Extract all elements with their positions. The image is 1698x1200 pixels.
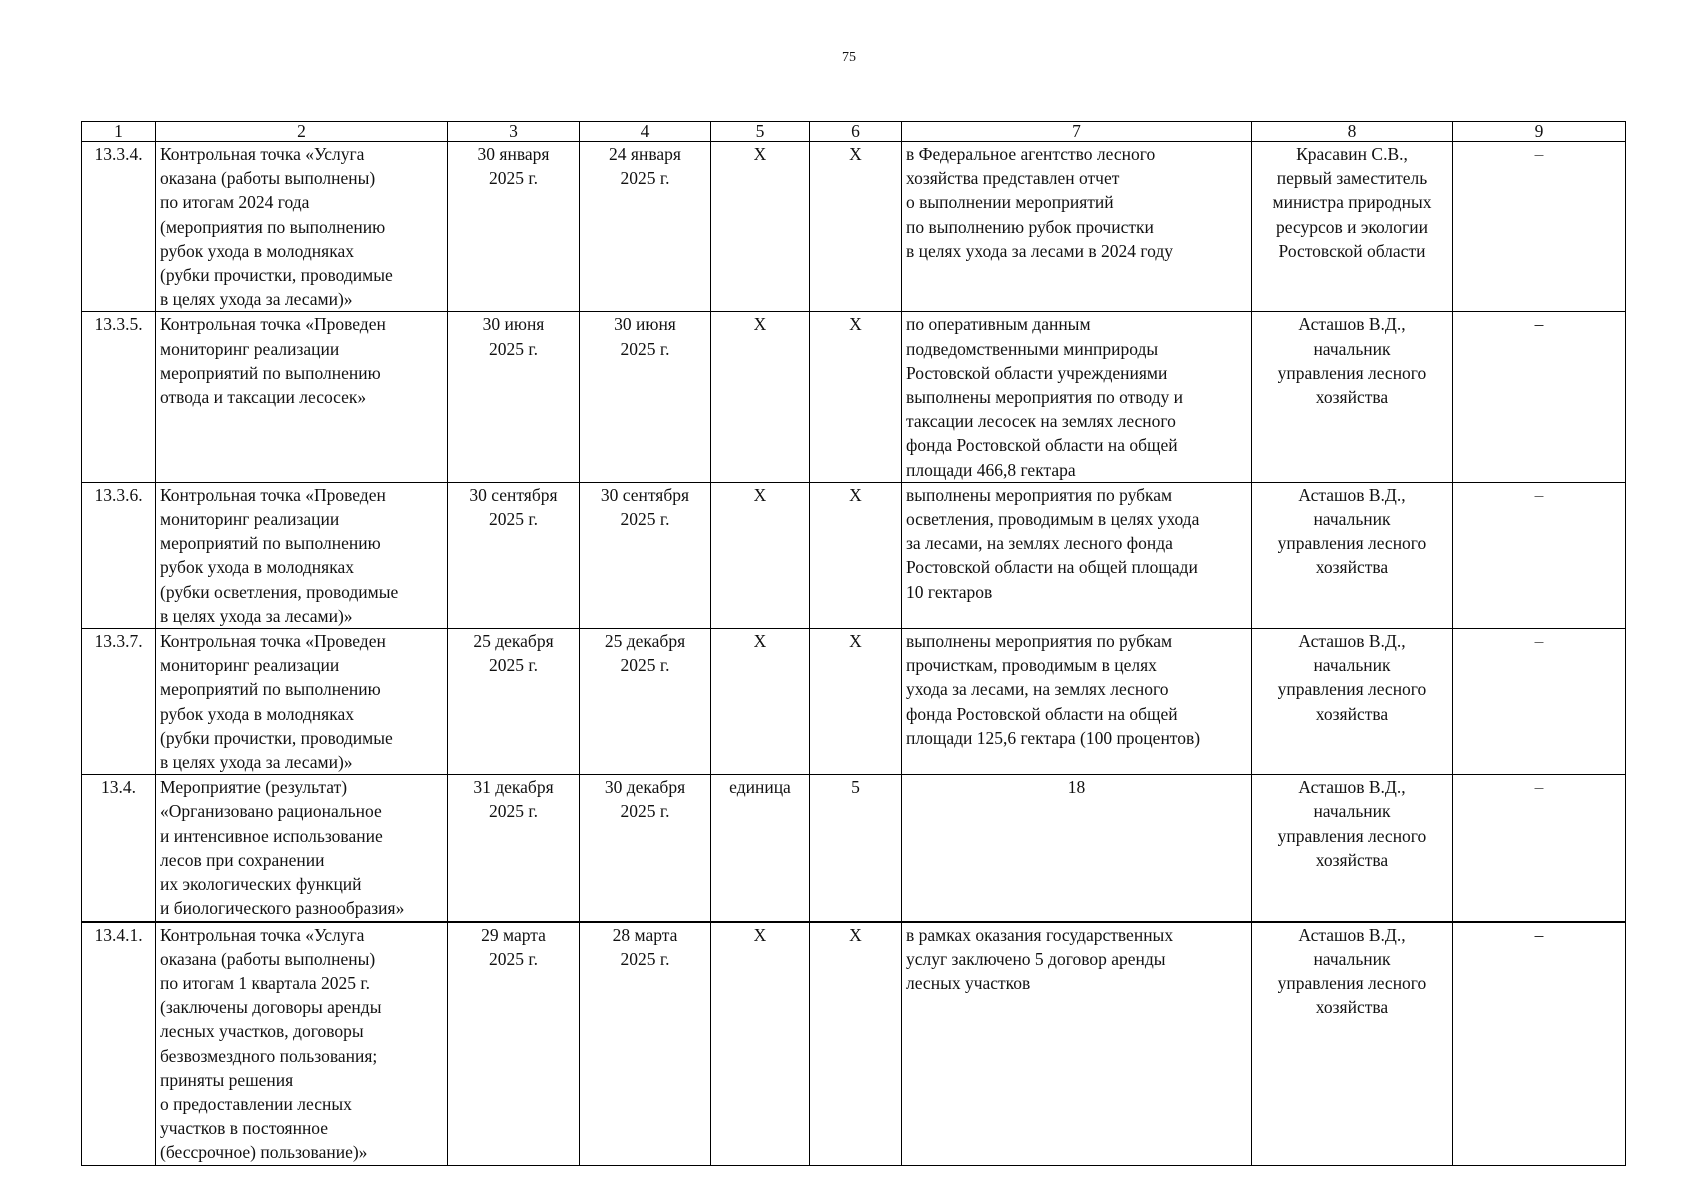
description-cell: в рамках оказания государственных услуг заключено 5 договор аренды лесных участков	[902, 922, 1252, 1166]
planned-date: 31 декабря 2025 г.	[448, 775, 580, 922]
value-cell: Х	[810, 482, 902, 628]
description-cell: выполнены мероприятия по рубкам осветления, проводимым в целях ухода за лесами, на землях лесного фонда Ростовской области на общей площади 10 гектаров	[902, 482, 1252, 628]
row-name: Контрольная точка «Услуга оказана (работы выполнены) по итогам 2024 года (мероприятия по выполнению рубок ухода в молодняках (рубки прочистки, проводимые в целях ухода за лесами)»	[156, 142, 448, 312]
table-row	[82, 922, 1626, 1166]
row-name: Контрольная точка «Проведен мониторинг реализации мероприятий по выполнению рубок ухода в молодняках (рубки прочистки, проводимые в целях ухода за лесами)»	[156, 629, 448, 775]
table-row	[82, 629, 1626, 775]
responsible-cell: Асташов В.Д., начальник управления лесного хозяйства	[1252, 922, 1453, 1166]
row-name: Контрольная точка «Проведен мониторинг реализации мероприятий по выполнению рубок ухода в молодняках (рубки осветления, проводимые в целях ухода за лесами)»	[156, 482, 448, 628]
responsible-cell: Красавин С.В., первый заместитель министра природных ресурсов и экологии Ростовской области	[1252, 142, 1453, 312]
note-cell: –	[1453, 482, 1626, 628]
unit-cell: Х	[711, 482, 810, 628]
planned-date: 30 сентября 2025 г.	[448, 482, 580, 628]
value-cell: Х	[810, 312, 902, 482]
header-cell: 9	[1453, 122, 1626, 142]
header-cell: 1	[82, 122, 156, 142]
description-cell: 18	[902, 775, 1252, 922]
actual-date: 24 января 2025 г.	[580, 142, 711, 312]
table-row	[82, 482, 1626, 628]
unit-cell: единица	[711, 775, 810, 922]
header-cell: 7	[902, 122, 1252, 142]
row-name: Мероприятие (результат) «Организовано рациональное и интенсивное использование лесов при сохранении их экологических функций и биологического разнообразия»	[156, 775, 448, 922]
row-number: 13.3.6.	[82, 482, 156, 628]
unit-cell: Х	[711, 629, 810, 775]
table-row	[82, 312, 1626, 482]
table-row	[82, 775, 1626, 922]
responsible-cell: Асташов В.Д., начальник управления лесного хозяйства	[1252, 629, 1453, 775]
actual-date: 30 июня 2025 г.	[580, 312, 711, 482]
header-cell: 6	[810, 122, 902, 142]
row-number: 13.4.1.	[82, 922, 156, 1166]
note-cell: –	[1453, 142, 1626, 312]
responsible-cell: Асташов В.Д., начальник управления лесного хозяйства	[1252, 482, 1453, 628]
actual-date: 25 декабря 2025 г.	[580, 629, 711, 775]
planned-date: 30 января 2025 г.	[448, 142, 580, 312]
description-cell: в Федеральное агентство лесного хозяйства представлен отчет о выполнении мероприятий по выполнению рубок прочистки в целях ухода за лесами в 2024 году	[902, 142, 1252, 312]
actual-date: 30 сентября 2025 г.	[580, 482, 711, 628]
note-cell: –	[1453, 629, 1626, 775]
planned-date: 25 декабря 2025 г.	[448, 629, 580, 775]
note-cell: –	[1453, 775, 1626, 922]
unit-cell: Х	[711, 142, 810, 312]
header-row	[82, 122, 1626, 142]
actual-date: 30 декабря 2025 г.	[580, 775, 711, 922]
value-cell: Х	[810, 629, 902, 775]
planned-date: 29 марта 2025 г.	[448, 922, 580, 1166]
description-cell: выполнены мероприятия по рубкам прочисткам, проводимым в целях ухода за лесами, на землях лесного фонда Ростовской области на общей площади 125,6 гектара (100 процентов)	[902, 629, 1252, 775]
value-cell: Х	[810, 922, 902, 1166]
value-cell: Х	[810, 142, 902, 312]
header-cell: 2	[156, 122, 448, 142]
planned-date: 30 июня 2025 г.	[448, 312, 580, 482]
control-points-table	[81, 121, 1626, 1166]
note-cell: –	[1453, 312, 1626, 482]
header-cell: 8	[1252, 122, 1453, 142]
note-cell: –	[1453, 922, 1626, 1166]
header-cell: 3	[448, 122, 580, 142]
unit-cell: Х	[711, 312, 810, 482]
description-cell: по оперативным данным подведомственными минприроды Ростовской области учреждениями выполнены мероприятия по отводу и таксации лесосек на землях лесного фонда Ростовской области на общей площади 466,8 гектара	[902, 312, 1252, 482]
actual-date: 28 марта 2025 г.	[580, 922, 711, 1166]
table-row	[82, 142, 1626, 312]
row-name: Контрольная точка «Проведен мониторинг реализации мероприятий по выполнению отвода и таксации лесосек»	[156, 312, 448, 482]
unit-cell: Х	[711, 922, 810, 1166]
header-cell: 5	[711, 122, 810, 142]
value-cell: 5	[810, 775, 902, 922]
header-cell: 4	[580, 122, 711, 142]
row-number: 13.3.4.	[82, 142, 156, 312]
row-number: 13.3.5.	[82, 312, 156, 482]
responsible-cell: Асташов В.Д., начальник управления лесного хозяйства	[1252, 312, 1453, 482]
row-name: Контрольная точка «Услуга оказана (работы выполнены) по итогам 1 квартала 2025 г. (заключены договоры аренды лесных участков, договоры безвозмездного пользования; приняты решения о предоставлении лесных участков в постоянное (бессрочное) пользование)»	[156, 922, 448, 1166]
row-number: 13.3.7.	[82, 629, 156, 775]
row-number: 13.4.	[82, 775, 156, 922]
responsible-cell: Асташов В.Д., начальник управления лесного хозяйства	[1252, 775, 1453, 922]
page-number: 75	[842, 50, 856, 65]
